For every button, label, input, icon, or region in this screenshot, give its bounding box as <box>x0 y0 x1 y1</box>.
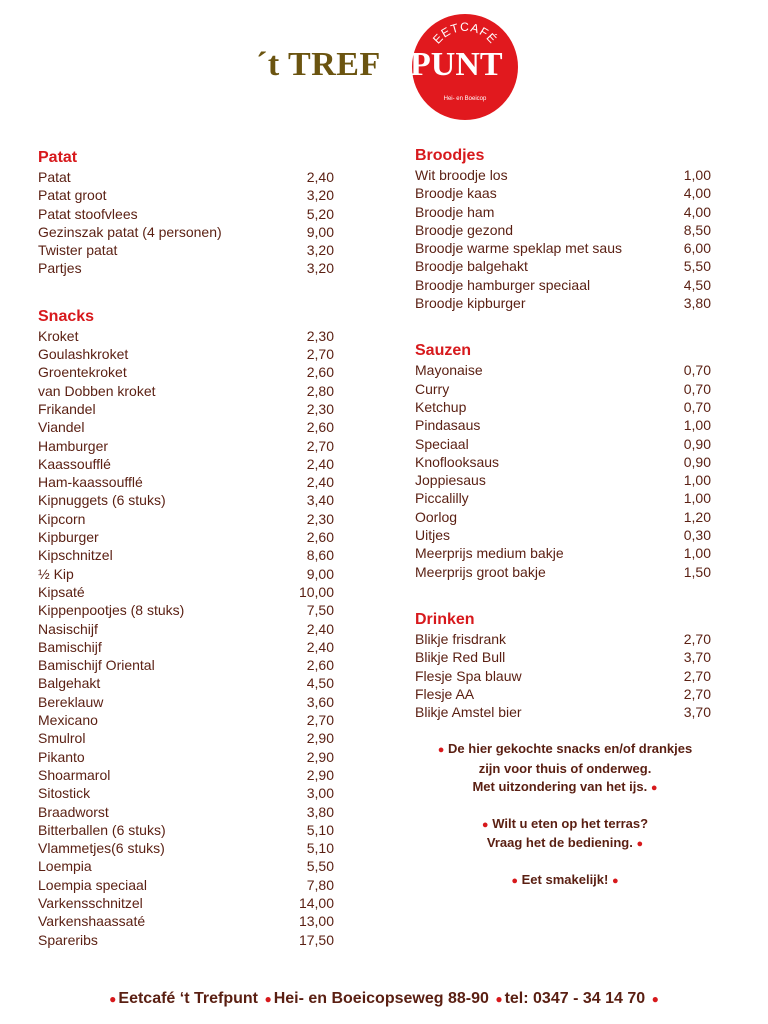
item-price: 3,70 <box>683 649 711 666</box>
note-takeaway <box>415 740 715 798</box>
item-name: Broodje kipburger <box>415 295 526 312</box>
item-price: 2,90 <box>306 730 334 747</box>
item-name: Knoflooksaus <box>415 453 500 470</box>
note-text: zijn voor thuis of onderweg. <box>478 760 652 776</box>
item-name: Pindasaus <box>415 417 481 434</box>
menu-item <box>415 648 711 666</box>
item-price: 2,70 <box>683 685 711 702</box>
menu-item <box>415 435 711 453</box>
menu-item <box>38 186 334 204</box>
item-name: Kaassoufflé <box>38 455 111 472</box>
menu-section <box>415 341 711 581</box>
note-text: Met uitzondering van het ijs. <box>472 779 648 794</box>
item-name: Shoarmarol <box>38 766 111 783</box>
section-title: Broodjes <box>415 147 485 164</box>
menu-item <box>38 241 334 259</box>
item-name: van Dobben kroket <box>38 382 156 399</box>
menu-item <box>415 166 711 184</box>
menu-item <box>38 766 334 784</box>
item-price: 0,90 <box>683 435 711 452</box>
menu-item <box>38 418 334 436</box>
menu-item <box>38 839 334 857</box>
item-name: Blikje Red Bull <box>415 649 506 666</box>
item-name: Ketchup <box>415 398 467 415</box>
item-price: 3,40 <box>306 492 334 509</box>
menu-item <box>415 685 711 703</box>
item-name: Uitjes <box>415 527 451 544</box>
item-price: 0,70 <box>683 398 711 415</box>
note-text: Eet smakelijk! <box>521 871 609 887</box>
item-name: Broodje hamburger speciaal <box>415 276 591 293</box>
menu-item <box>38 711 334 729</box>
item-name: Pikanto <box>38 748 85 765</box>
item-name: Groentekroket <box>38 364 127 381</box>
item-name: Oorlog <box>415 508 458 525</box>
bullet-icon: ● <box>511 874 519 887</box>
item-name: Broodje ham <box>415 203 495 220</box>
item-price: 5,10 <box>306 821 334 838</box>
menu-item <box>38 363 334 381</box>
item-price: 2,70 <box>683 667 711 684</box>
menu-item <box>38 510 334 528</box>
item-price: 8,50 <box>683 221 711 238</box>
item-price: 3,00 <box>306 785 334 802</box>
menu-item <box>38 437 334 455</box>
item-name: Viandel <box>38 419 85 436</box>
menu-item <box>38 168 334 186</box>
item-name: Braadworst <box>38 803 109 820</box>
menu-item <box>415 526 711 544</box>
menu-item <box>38 473 334 491</box>
item-name: Kipsaté <box>38 583 85 600</box>
item-price: 5,20 <box>306 205 334 222</box>
menu-item <box>38 693 334 711</box>
item-name: Kipschnitzel <box>38 547 113 564</box>
item-name: Blikje frisdrank <box>415 630 507 647</box>
bullet-icon: ● <box>651 992 659 1006</box>
section-title: Sauzen <box>415 342 472 360</box>
item-price: 5,50 <box>306 858 334 875</box>
menu-item <box>415 398 711 416</box>
item-price: 1,00 <box>683 490 711 507</box>
item-name: Patat <box>38 169 71 185</box>
bullet-icon: ● <box>611 874 619 887</box>
menu-item <box>38 729 334 747</box>
item-name: Varkenshaassaté <box>38 913 146 930</box>
item-price: 3,20 <box>306 260 334 277</box>
item-name: Piccalilly <box>415 490 469 507</box>
menu-item <box>415 703 711 721</box>
menu-column-right <box>415 146 711 750</box>
item-price: 2,70 <box>306 437 334 454</box>
logo <box>250 8 530 120</box>
menu-item <box>415 294 711 312</box>
item-name: Loempia speciaal <box>38 876 147 893</box>
item-name: Smulrol <box>38 730 86 747</box>
logo-prefix: ´t TREF <box>256 46 381 83</box>
footer-address: Hei- en Boeicopseweg 88-90 <box>273 990 489 1007</box>
menu-item <box>38 601 334 619</box>
item-price: 3,20 <box>306 242 334 259</box>
item-name: Balgehakt <box>38 675 101 692</box>
menu-item <box>415 239 711 257</box>
menu-item <box>38 400 334 418</box>
item-name: Broodje warme speklap met saus <box>415 240 622 257</box>
item-price: 1,00 <box>683 167 711 183</box>
menu-item <box>38 565 334 583</box>
item-price: 2,80 <box>306 382 334 399</box>
note-text: De hier gekochte snacks en/of drankjes <box>448 741 693 756</box>
item-price: 2,60 <box>306 364 334 381</box>
item-price: 1,50 <box>683 563 711 580</box>
menu-item <box>38 382 334 400</box>
item-price: 2,30 <box>306 327 334 344</box>
item-name: Kipnuggets (6 stuks) <box>38 492 166 509</box>
item-price: 2,60 <box>306 419 334 436</box>
item-price: 0,30 <box>683 527 711 544</box>
logo-subtitle: Hei- en Boeicop <box>443 96 487 102</box>
menu-item <box>38 784 334 802</box>
item-name: Varkensschnitzel <box>38 894 143 911</box>
item-price: 2,70 <box>683 630 711 647</box>
note-text: Vraag het de bediening. <box>486 835 633 850</box>
bullet-icon: ● <box>437 744 445 756</box>
menu-item <box>415 380 711 398</box>
menu-item <box>415 489 711 507</box>
menu-item <box>415 276 711 294</box>
section-title: Patat <box>38 149 78 166</box>
item-price: 5,10 <box>306 840 334 857</box>
item-price: 2,70 <box>306 346 334 363</box>
item-price: 0,70 <box>683 380 711 397</box>
item-name: Twister patat <box>38 242 118 259</box>
footer-name: Eetcafé ‘t Trefpunt <box>118 990 258 1007</box>
item-name: Bamischijf <box>38 638 102 655</box>
menu-item <box>415 453 711 471</box>
bullet-icon: ● <box>650 782 658 794</box>
item-price: 1,20 <box>683 508 711 525</box>
bullet-icon: ● <box>481 818 489 831</box>
menu-item <box>38 803 334 821</box>
item-price: 7,80 <box>306 876 334 893</box>
item-price: 4,00 <box>683 203 711 220</box>
menu-item <box>38 223 334 241</box>
bullet-icon: ● <box>495 992 503 1006</box>
item-price: 10,00 <box>298 583 334 600</box>
menu-item <box>38 857 334 875</box>
item-price: 3,20 <box>306 187 334 204</box>
footer <box>0 990 768 1008</box>
item-name: Mayonaise <box>415 362 483 379</box>
menu-item <box>38 638 334 656</box>
menu-item <box>38 821 334 839</box>
logo-emphasis: PUNT <box>410 46 503 83</box>
menu-item <box>415 544 711 562</box>
item-price: 2,60 <box>306 529 334 546</box>
item-name: Flesje AA <box>415 685 475 702</box>
logo-arc-text: EETCAFÉ <box>430 19 500 47</box>
item-price: 2,30 <box>306 400 334 417</box>
note-enjoy <box>415 871 715 891</box>
item-name: Gezinszak patat (4 personen) <box>38 223 222 240</box>
item-price: 0,90 <box>683 453 711 470</box>
item-name: Wit broodje los <box>415 167 508 183</box>
menu-item <box>38 528 334 546</box>
item-price: 2,40 <box>306 638 334 655</box>
item-name: Bamischijf Oriental <box>38 657 155 674</box>
item-name: ½ Kip <box>38 565 74 582</box>
item-price: 1,00 <box>683 472 711 489</box>
item-price: 14,00 <box>298 894 334 911</box>
menu-item <box>38 894 334 912</box>
item-name: Partjes <box>38 260 82 277</box>
item-name: Frikandel <box>38 400 96 417</box>
item-price: 4,50 <box>683 276 711 293</box>
item-name: Meerprijs medium bakje <box>415 545 564 562</box>
item-name: Kipburger <box>38 529 99 546</box>
item-name: Bereklauw <box>38 693 104 710</box>
menu-item <box>415 203 711 221</box>
menu-item <box>38 345 334 363</box>
menu-item <box>38 656 334 674</box>
menu-item <box>415 416 711 434</box>
note-text: Wilt u eten op het terras? <box>492 815 649 831</box>
menu-section <box>38 148 334 278</box>
item-price: 0,70 <box>683 362 711 379</box>
menu-item <box>38 546 334 564</box>
item-price: 2,40 <box>306 455 334 472</box>
item-name: Mexicano <box>38 712 98 729</box>
item-name: Bitterballen (6 stuks) <box>38 821 166 838</box>
item-name: Loempia <box>38 858 92 875</box>
menu-item <box>415 361 711 379</box>
item-price: 9,00 <box>306 565 334 582</box>
item-name: Meerprijs groot bakje <box>415 563 546 580</box>
note-terrace <box>415 815 715 854</box>
section-title: Drinken <box>415 610 475 628</box>
menu-item <box>38 876 334 894</box>
item-name: Speciaal <box>415 435 469 452</box>
menu-item <box>415 667 711 685</box>
menu-section <box>38 307 334 949</box>
item-price: 13,00 <box>298 913 334 930</box>
menu-column-left <box>38 148 334 978</box>
item-name: Hamburger <box>38 437 109 454</box>
item-price: 1,00 <box>683 545 711 562</box>
menu-item <box>38 327 334 345</box>
menu-item <box>38 931 334 949</box>
menu-item <box>415 563 711 581</box>
item-price: 6,00 <box>683 240 711 257</box>
item-name: Kippenpootjes (8 stuks) <box>38 602 185 619</box>
menu-item <box>38 259 334 277</box>
item-price: 9,00 <box>306 223 334 240</box>
menu-item <box>38 620 334 638</box>
menu-item <box>415 508 711 526</box>
item-price: 4,50 <box>306 675 334 692</box>
item-price: 3,80 <box>306 803 334 820</box>
notes <box>415 740 715 907</box>
item-price: 5,50 <box>683 258 711 275</box>
item-name: Spareribs <box>38 931 98 948</box>
item-price: 2,60 <box>306 657 334 674</box>
svg-text:EETCAFÉ <box>430 20 501 47</box>
item-price: 2,40 <box>306 620 334 637</box>
item-price: 1,00 <box>683 417 711 434</box>
item-price: 2,90 <box>306 766 334 783</box>
item-name: Vlammetjes(6 stuks) <box>38 840 165 857</box>
item-name: Patat groot <box>38 187 107 204</box>
footer-phone: tel: 0347 - 34 14 70 <box>504 990 646 1007</box>
menu-item <box>38 583 334 601</box>
item-price: 3,70 <box>683 704 711 721</box>
menu-item <box>415 184 711 202</box>
item-name: Curry <box>415 380 450 397</box>
item-name: Broodje balgehakt <box>415 258 528 275</box>
item-price: 4,00 <box>683 185 711 202</box>
bullet-icon: ● <box>264 992 272 1006</box>
item-name: Ham-kaassoufflé <box>38 474 143 491</box>
item-name: Blikje Amstel bier <box>415 704 522 721</box>
bullet-icon: ● <box>636 838 644 850</box>
item-name: Kipcorn <box>38 510 86 527</box>
item-price: 3,60 <box>306 693 334 710</box>
item-price: 2,40 <box>306 474 334 491</box>
bullet-icon: ● <box>109 992 117 1006</box>
item-name: Nasischijf <box>38 620 98 637</box>
item-price: 3,80 <box>683 295 711 312</box>
menu-item <box>415 471 711 489</box>
item-name: Broodje kaas <box>415 185 497 202</box>
item-name: Goulashkroket <box>38 346 129 363</box>
item-price: 17,50 <box>298 931 334 948</box>
menu-item <box>38 455 334 473</box>
menu-item <box>415 221 711 239</box>
item-price: 2,40 <box>306 169 334 185</box>
item-name: Joppiesaus <box>415 472 486 489</box>
item-price: 2,30 <box>306 510 334 527</box>
menu-item <box>38 674 334 692</box>
item-name: Sitostick <box>38 785 91 802</box>
section-title: Snacks <box>38 307 95 325</box>
menu-item <box>38 912 334 930</box>
menu-section <box>415 610 711 721</box>
menu-item <box>38 205 334 223</box>
menu-item <box>38 748 334 766</box>
item-price: 2,90 <box>306 748 334 765</box>
item-price: 2,70 <box>306 712 334 729</box>
item-price: 8,60 <box>306 547 334 564</box>
item-name: Broodje gezond <box>415 221 514 238</box>
item-name: Kroket <box>38 327 79 344</box>
menu-item <box>415 630 711 648</box>
item-name: Flesje Spa blauw <box>415 667 522 684</box>
item-price: 7,50 <box>306 602 334 619</box>
menu-section <box>415 146 711 312</box>
menu-item <box>415 257 711 275</box>
item-name: Patat stoofvlees <box>38 205 138 222</box>
menu-item <box>38 491 334 509</box>
